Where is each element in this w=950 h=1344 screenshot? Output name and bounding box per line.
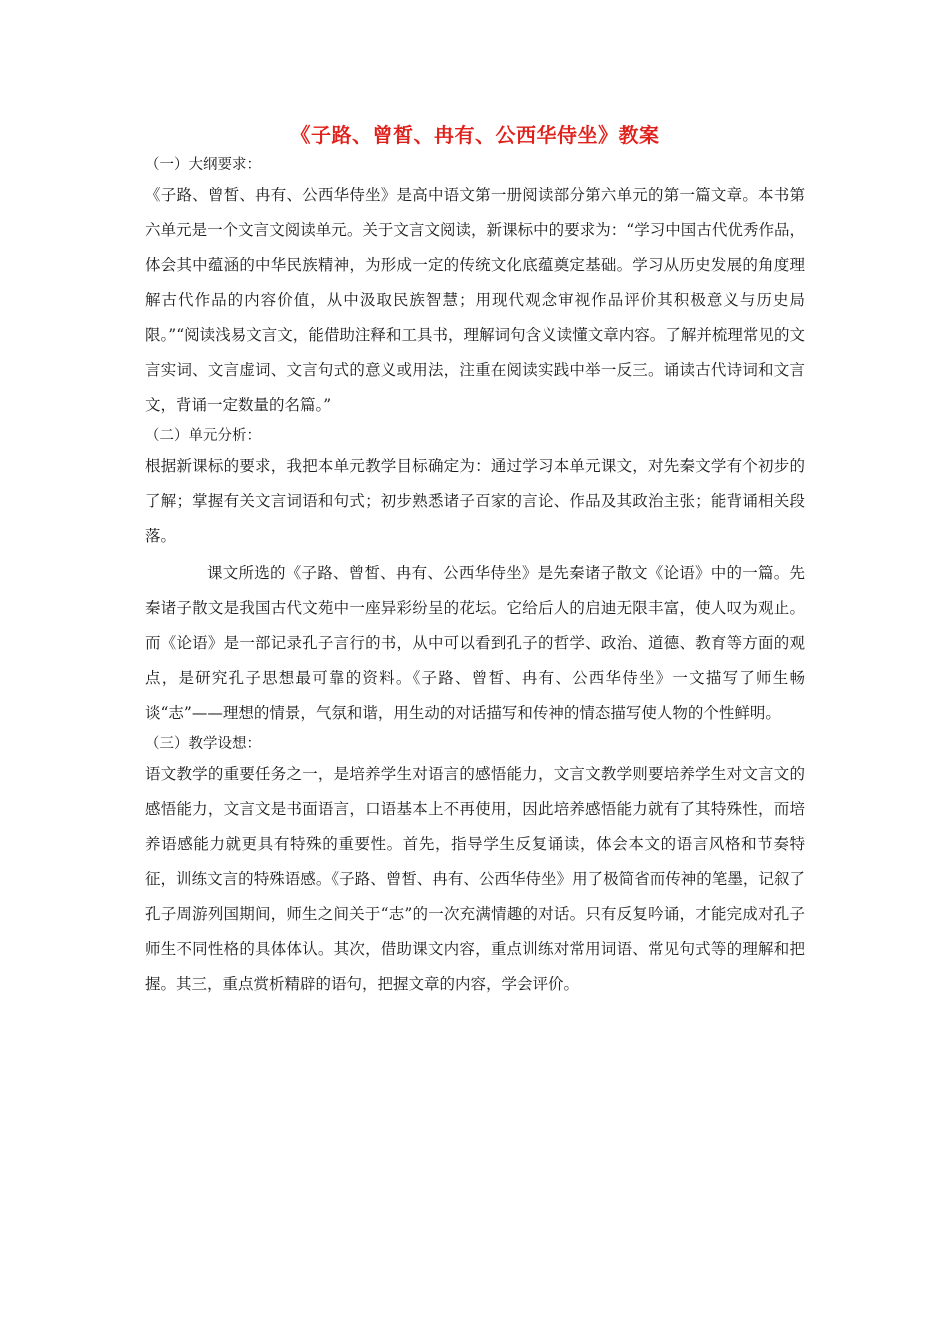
document-page (145, 120, 805, 1002)
document-title: 《子路、曾皙、冉有、公西华侍坐》教案 (290, 123, 660, 147)
section-heading-unit-analysis: （二）单元分析： (145, 428, 261, 444)
paragraph-text-selection: 课文所选的《子路、曾皙、冉有、公西华侍坐》是先秦诸子散文《论语》中的一篇。先秦诸子散文是我国古代文苑中一座异彩纷呈的花坛。它给后人的启迪无限丰富，使人叹为观止。而《论语》是一部记录孔子言行的书，从中可以看到孔子的哲学、政治、道德、教育等方面的观点，是研究孔子思想最可靠的资料。《子路、曾皙、冉有、公西华侍坐》一文描写了师生畅谈“志”——理想的情景，气氛和谐，用生动的对话描写和传神的情态描写使人物的个性鲜明。 (145, 564, 805, 722)
paragraph-syllabus: 《子路、曾皙、冉有、公西华侍坐》是高中语文第一册阅读部分第六单元的第一篇文章。本书第六单元是一个文言文阅读单元。关于文言文阅读，新课标中的要求为：“学习中国古代优秀作品，体会其中蕴涵的中华民族精神，为形成一定的传统文化底蕴奠定基础。学习从历史发展的角度理解古代作品的内容价值，从中汲取民族智慧；用现代观念审视作品评价其积极意义与历史局限。”“阅读浅易文言文，能借助注释和工具书，理解词句含义读懂文章内容。了解并梳理常见的文言实词、文言虚词、文言句式的意义或用法，注重在阅读实践中举一反三。诵读古代诗词和文言文，背诵一定数量的名篇。” (145, 186, 805, 414)
section-syllabus (145, 152, 805, 423)
section-heading-syllabus: （一）大纲要求： (145, 157, 261, 173)
paragraph-teaching-plan: 语文教学的重要任务之一，是培养学生对语言的感悟能力，文言文教学则要培养学生对文言文的感悟能力，文言文是书面语言，口语基本上不再使用，因此培养感悟能力就有了其特殊性，而培养语感能力就更具有特殊的重要性。首先，指导学生反复诵读，体会本文的语言风格和节奏特征，训练文言的特殊语感。《子路、曾皙、冉有、公西华侍坐》用了极简省而传神的笔墨，记叙了孔子周游列国期间，师生之间关于“志”的一次充满情趣的对话。只有反复吟诵，才能完成对孔子师生不同性格的具体体认。其次，借助课文内容，重点训练对常用词语、常见句式等的理解和把握。其三，重点赏析精辟的语句，把握文章的内容，学会评价。 (145, 765, 805, 993)
paragraph-unit-goals: 根据新课标的要求，我把本单元教学目标确定为：通过学习本单元课文，对先秦文学有个初步的了解；掌握有关文言词语和句式；初步熟悉诸子百家的言论、作品及其政治主张；能背诵相关段落。 (145, 457, 805, 545)
section-unit-analysis (145, 423, 805, 731)
section-heading-teaching-plan: （三）教学设想： (145, 736, 261, 752)
section-teaching-plan (145, 731, 805, 1002)
